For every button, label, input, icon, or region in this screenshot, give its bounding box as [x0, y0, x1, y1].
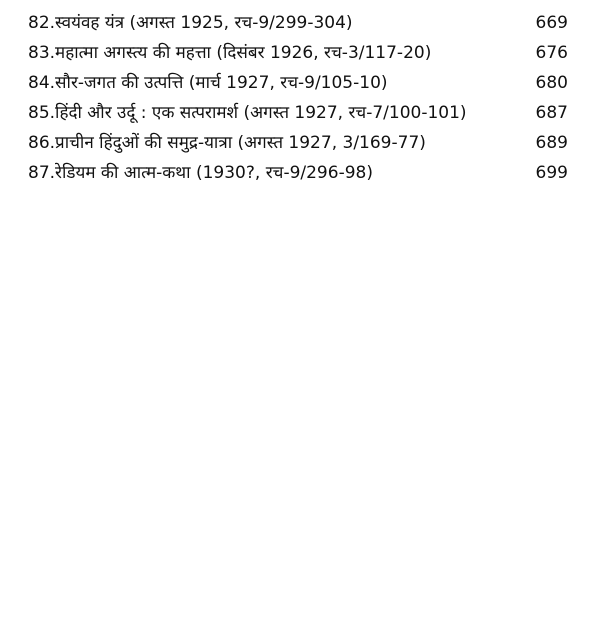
entry-page-number: 689 — [535, 133, 568, 153]
entry-page-number: 699 — [535, 163, 568, 183]
entry-page-number: 669 — [535, 13, 568, 33]
toc-entry-86 — [28, 128, 568, 158]
toc-entry-85 — [28, 98, 568, 128]
entry-title: सौर-जगत की उत्पत्ति (मार्च 1927, रच-9/105-10) — [55, 73, 388, 93]
entry-number: 83. — [28, 43, 56, 63]
toc-entry-84 — [28, 68, 568, 98]
toc-entry-87 — [28, 158, 568, 188]
entry-number: 82. — [28, 13, 56, 33]
entry-page-number: 676 — [535, 43, 568, 63]
entry-page-number: 680 — [535, 73, 568, 93]
toc-entry-83 — [28, 38, 568, 68]
entry-page-number: 687 — [535, 103, 568, 123]
entry-title: स्वयंवह यंत्र (अगस्त 1925, रच-9/299-304) — [55, 13, 353, 33]
entry-title: महात्मा अगस्त्य की महत्ता (दिसंबर 1926, रच-3/117-20) — [55, 43, 432, 63]
entry-number: 86. — [28, 133, 56, 153]
entry-number: 87. — [28, 163, 56, 183]
entry-number: 85. — [28, 103, 56, 123]
entry-title: रेडियम की आत्म-कथा (1930?, रच-9/296-98) — [55, 163, 373, 183]
entry-title: प्राचीन हिंदुओं की समुद्र-यात्रा (अगस्त 1927, 3/169-77) — [55, 133, 426, 153]
entry-title: हिंदी और उर्दू : एक सत्परामर्श (अगस्त 1927, रच-7/100-101) — [55, 103, 467, 123]
table-of-contents — [28, 8, 568, 188]
toc-entry-82 — [28, 8, 568, 38]
entry-number: 84. — [28, 73, 56, 93]
